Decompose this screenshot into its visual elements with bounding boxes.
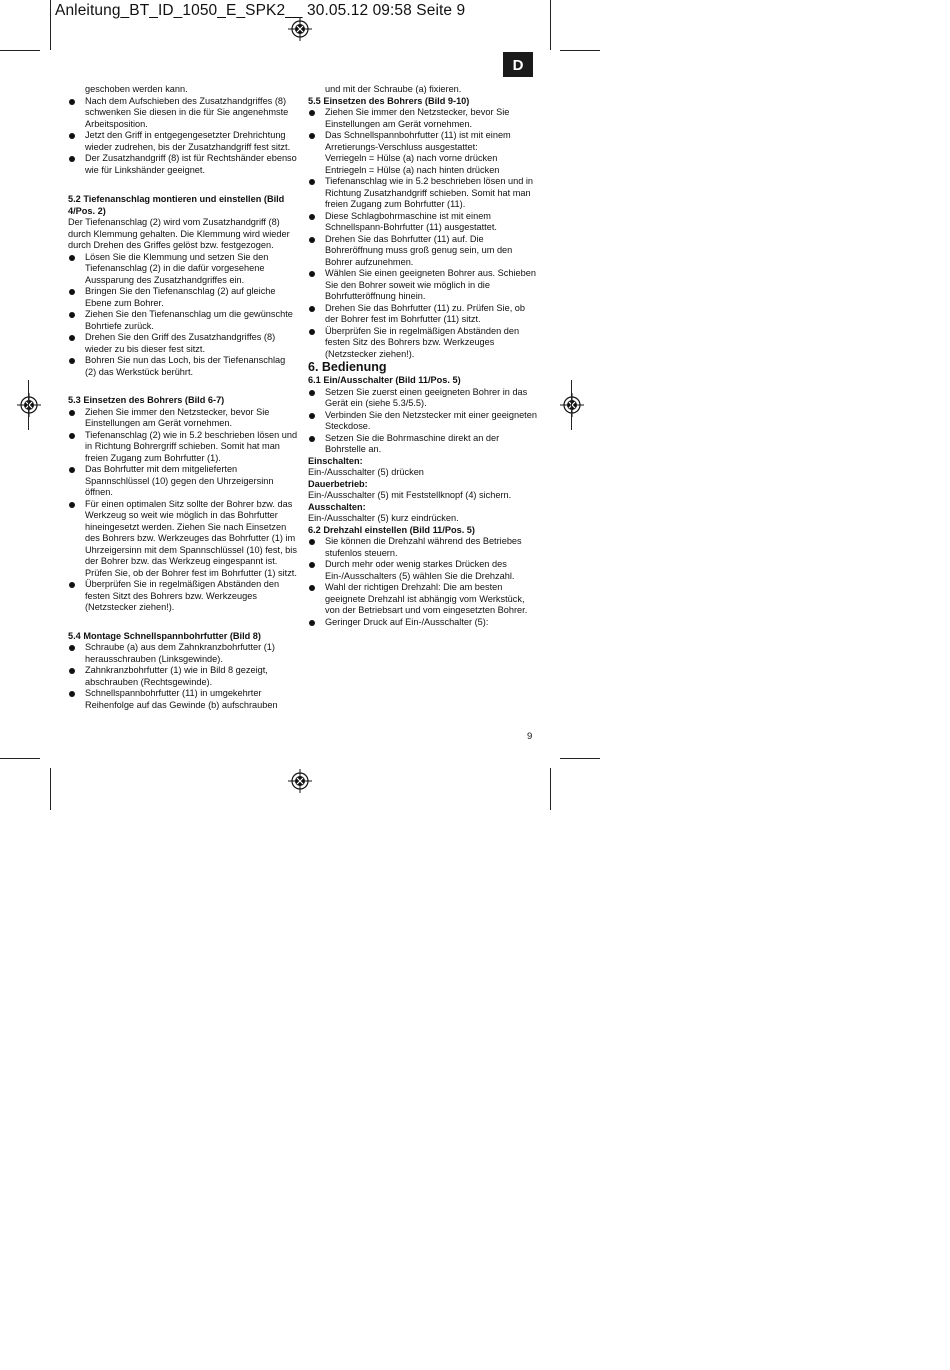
bullet-icon [309,271,315,277]
subheading: Dauerbetrieb: [308,478,368,489]
registration-mark-icon [17,393,41,417]
list-item-text: Lösen Sie die Klemmung und setzen Sie den Tiefenanschlag (2) in die dafür vorgesehene Aussparung des Zusatzhandgriffes ein. [85,251,269,285]
list-item-text: Verbinden Sie den Netzstecker mit einer geeigneten Steckdose. [325,409,537,431]
bullet-icon [309,179,315,185]
list-item-text: Ziehen Sie immer den Netzstecker, bevor Sie Einstellungen am Gerät vornehmen. [325,107,510,129]
bullet-icon [309,133,315,139]
crop-mark [550,768,551,810]
registration-mark-icon [560,393,584,417]
crop-mark [0,50,40,51]
list-item-text: Durch mehr oder wenig starkes Drücken des Ein-/Ausschalters (5) wählen Sie die Drehzahl. [325,559,515,581]
section-heading: 5.2 Tiefenanschlag montieren und einstellen (Bild 4/Pos. 2) [68,194,285,216]
list-item [68,665,298,688]
left-column [68,84,298,711]
bullet-icon [69,433,75,439]
list-item [308,211,538,234]
list-item-text: Wahl der richtigen Drehzahl: Die am besten geeignete Drehzahl ist abhängig vom Werkstück, von der Betriebsart und vom eingesetzten Bohrer. [325,582,528,615]
list-item [308,234,538,269]
bullet-icon [69,467,75,473]
paragraph: Ein-/Ausschalter (5) mit Feststellknopf (4) sichern. [308,490,512,500]
list-item [68,430,298,465]
list-item [308,268,538,303]
paragraph: Ein-/Ausschalter (5) drücken [308,467,424,477]
list-item-text: Jetzt den Griff in entgegengesetzter Drehrichtung wieder zudrehen, bis der Zusatzhandgriff fest sitzt. [85,130,291,152]
paragraph: Ein-/Ausschalter (5) kurz eindrücken. [308,513,459,523]
list-item-text: Zahnkranzbohrfutter (1) wie in Bild 8 gezeigt, abschrauben (Rechtsgewinde). [85,665,268,687]
page-number: 9 [527,731,533,742]
list-item [308,433,538,456]
crop-mark [571,380,572,430]
list-item-text: Diese Schlagbohrmaschine ist mit einem Schnellspann-Bohrfutter (11) ausgestattet. [325,210,497,232]
bullet-icon [69,410,75,416]
list-item [308,130,538,176]
registration-mark-icon [288,17,312,41]
list-item-text: Entriegeln = Hülse (a) nach hinten drücken [325,164,500,175]
list-item-text: Der Zusatzhandgriff (8) ist für Rechtshänder ebenso wie für Linkshänder geeignet. [85,153,297,175]
bullet-icon [69,289,75,295]
list-item [68,332,298,355]
language-tab: D [503,52,533,77]
crop-mark [28,380,29,430]
bullet-icon [309,413,315,419]
bullet-icon [309,237,315,243]
section-heading: 5.3 Einsetzen des Bohrers (Bild 6-7) [68,395,225,405]
subheading: Ausschalten: [308,501,366,512]
list-item [308,387,538,410]
bullet-icon [69,335,75,341]
list-item-text: Drehen Sie das Bohrfutter (11) auf. Die Bohreröffnung muss groß genug sein, um den Bohrer aufzunehmen. [325,233,513,267]
bullet-icon [69,691,75,697]
bullet-icon [309,539,315,545]
paragraph: und mit der Schraube (a) fixieren. [325,84,462,94]
bullet-icon [309,620,315,626]
list-item [68,309,298,332]
list-item-text: Ziehen Sie immer den Netzstecker, bevor Sie Einstellungen am Gerät vornehmen. [85,406,270,428]
file-slug: Anleitung_BT_ID_1050_E_SPK2__ 30.05.12 09:58 Seite 9 [55,2,466,19]
section-heading: 5.4 Montage Schnellspannbohrfutter (Bild 8) [68,630,261,641]
bullet-icon [69,668,75,674]
list-item [68,96,298,131]
paragraph: geschoben werden kann. [85,84,188,94]
bullet-icon [69,255,75,261]
registration-mark-icon [288,769,312,793]
list-item [308,107,538,130]
bullet-icon [69,502,75,508]
section-heading: 6.1 Ein/Ausschalter (Bild 11/Pos. 5) [308,375,461,385]
bullet-icon [69,156,75,162]
list-item-text: Schraube (a) aus dem Zahnkranzbohrfutter (1) herausschrauben (Linksgewinde). [85,642,275,664]
list-item [68,355,298,378]
list-item [68,688,298,711]
list-item [308,326,538,361]
list-item [308,559,538,582]
paragraph: Der Tiefenanschlag (2) wird vom Zusatzhandgriff (8) durch Klemmung gehalten. Die Klemmung wird wieder durch Drehen des Griffes gelöst bzw. festgezogen. [68,217,290,250]
list-item [68,642,298,665]
list-item [308,176,538,211]
bullet-icon [309,436,315,442]
list-item [308,410,538,433]
list-item-text: Schnellspannbohrfutter (11) in umgekehrter Reihenfolge auf das Gewinde (b) aufschrauben [85,688,278,710]
list-item-text: Bohren Sie nun das Loch, bis der Tiefenanschlag (2) das Werkstück berührt. [85,355,286,377]
list-item-text: Tiefenanschlag wie in 5.2 beschrieben lösen und in Richtung Zusatzhandgriff schieben. Somit hat man freien Zugang zum Bohrfutter (11). [325,176,534,209]
bullet-icon [309,329,315,335]
crop-mark [50,768,51,810]
right-column [308,84,538,628]
crop-mark [550,0,551,50]
bullet-icon [309,390,315,396]
list-item-text: Verriegeln = Hülse (a) nach vorne drücken [325,153,498,163]
list-item [68,464,298,499]
crop-mark [560,758,600,759]
crop-mark [50,0,51,50]
subheading: Einschalten: [308,455,363,466]
list-item-text: Sie können die Drehzahl während des Betriebes stufenlos steuern. [325,536,522,558]
list-item-text: Drehen Sie das Bohrfutter (11) zu. Prüfen Sie, ob der Bohrer fest im Bohrfutter (11) sitzt. [325,302,526,324]
bullet-icon [69,582,75,588]
list-item [308,617,538,629]
list-item-text: Das Schnellspannbohrfutter (11) ist mit einem Arretierungs-Verschluss ausgestattet: [325,130,511,152]
bullet-icon [69,645,75,651]
bullet-icon [309,110,315,116]
bullet-icon [309,562,315,568]
list-item [308,536,538,559]
bullet-icon [69,312,75,318]
list-item [68,252,298,287]
bullet-icon [69,99,75,105]
list-item-text: Geringer Druck auf Ein-/Ausschalter (5): [325,616,489,627]
section-heading: 5.5 Einsetzen des Bohrers (Bild 9-10) [308,95,470,106]
list-item-text: Setzen Sie die Bohrmaschine direkt an der Bohrstelle an. [325,432,500,454]
list-item-text: Nach dem Aufschieben des Zusatzhandgriffes (8) schwenken Sie diesen in die für Sie angenehmste Arbeitsposition. [85,95,289,129]
bullet-icon [309,585,315,591]
bullet-icon [69,133,75,139]
bullet-icon [309,306,315,312]
bullet-icon [309,214,315,220]
list-item-text: Das Bohrfutter mit dem mitgelieferten Spannschlüssel (10) gegen den Uhrzeigersinn öffnen. [85,464,274,497]
list-item-text: Setzen Sie zuerst einen geeigneten Bohrer in das Gerät ein (siehe 5.3/5.5). [325,386,528,408]
list-item-text: Wählen Sie einen geeigneten Bohrer aus. Schieben Sie den Bohrer soweit wie möglich in die Bohrfutteröffnung hinein. [325,268,536,301]
list-item-text: Überprüfen Sie in regelmäßigen Abständen den festen Sitzt des Bohrers bzw. Werkzeuges (Netzstecker ziehen!). [85,579,280,612]
crop-mark [560,50,600,51]
list-item [68,407,298,430]
list-item-text: Ziehen Sie den Tiefenanschlag um die gewünschte Bohrtiefe zurück. [85,309,293,331]
bullet-icon [69,358,75,364]
section-heading: 6.2 Drehzahl einstellen (Bild 11/Pos. 5) [308,524,475,535]
list-item [68,499,298,580]
list-item [68,579,298,614]
list-item [68,130,298,153]
crop-mark [0,758,40,759]
list-item-text: Für einen optimalen Sitz sollte der Bohrer bzw. das Werkzeug so weit wie möglich in das Bohrfutter hineingesetzt werden. Ziehen Sie nach Einsetzen des Bohrers bzw. Werkzeuges das Bohrfutter (1) im Uhrzeigersinn mit dem Spannschlüssel (10) fest, bis der Bohrer bzw. das Werkzeug eingespannt ist. Prüfen Sie, ob der Bohrer fest im Bohrfutter (1) sitzt. [85,498,297,578]
list-item [308,303,538,326]
list-item [308,582,538,617]
list-item-text: Bringen Sie den Tiefenanschlag (2) auf gleiche Ebene zum Bohrer. [85,286,276,308]
list-item-text: Drehen Sie den Griff des Zusatzhandgriffes (8) wieder zu bis dieser fest sitzt. [85,332,276,354]
list-item-text: Tiefenanschlag (2) wie in 5.2 beschrieben lösen und in Richtung Bohrergriff schieben. Somit hat man freien Zugang zum Bohrfutter (1). [85,429,298,463]
list-item-text: Überprüfen Sie in regelmäßigen Abständen den festen Sitz des Bohrers bzw. Werkzeuges (Netzstecker ziehen!). [325,325,520,359]
chapter-heading: 6. Bedienung [308,360,387,374]
list-item [68,153,298,176]
list-item [68,286,298,309]
